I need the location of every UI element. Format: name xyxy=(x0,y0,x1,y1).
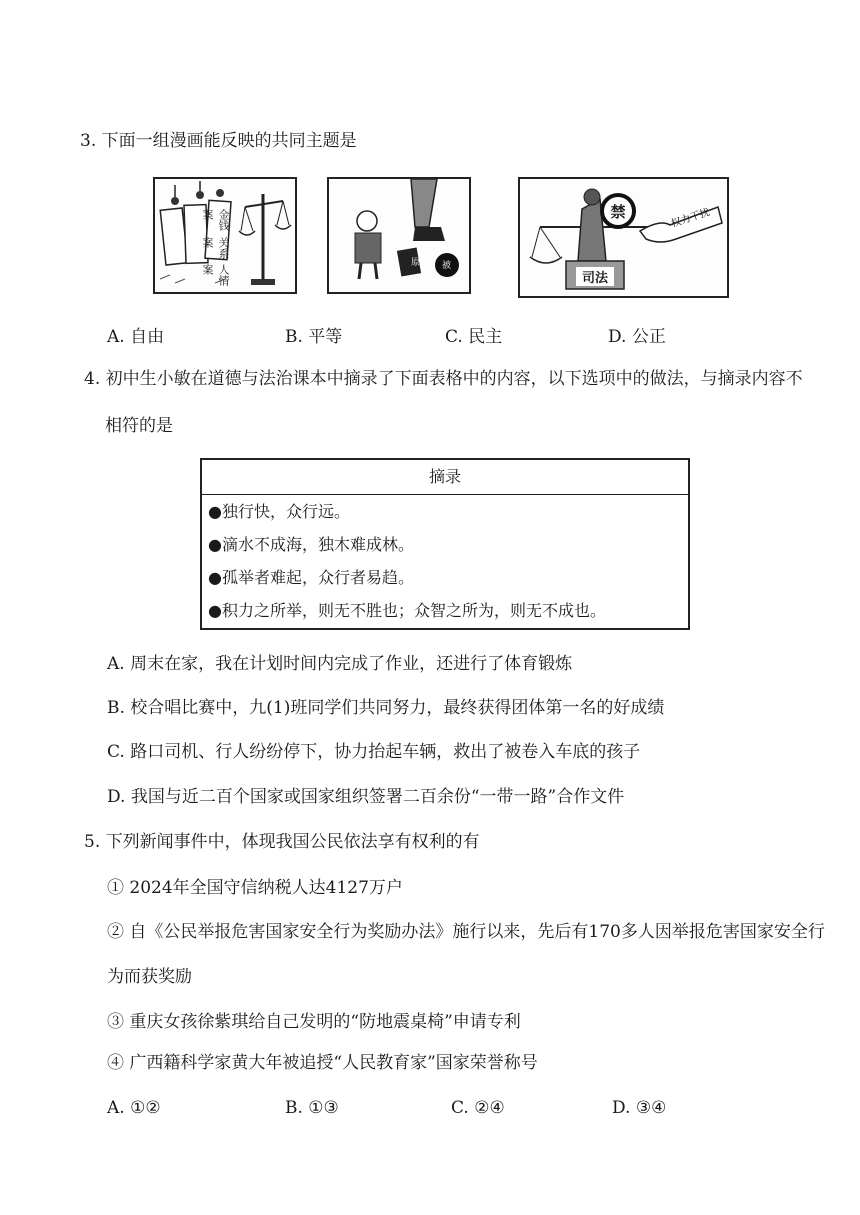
cartoon-judicial-interference-drawing xyxy=(520,179,727,296)
cartoon-judicial-interference xyxy=(518,177,729,298)
q4-stem-line1: 4. 初中生小敏在道德与法治课本中摘录了下面表格中的内容，以下选项中的做法，与摘录内容不 xyxy=(84,369,803,389)
excerpt-row: ●滴水不成海，独木难成林。 xyxy=(208,535,414,554)
q3-option-d[interactable]: D. 公正 xyxy=(608,327,666,347)
q4-option-d[interactable]: D. 我国与近二百个国家或国家组织签署二百余份“一带一路”合作文件 xyxy=(107,787,625,807)
q5-item-2: ② 自《公民举报危害国家安全行为奖励办法》施行以来，先后有170多人因举报危害国家安全行 xyxy=(107,922,825,942)
cartoon-boot-kick xyxy=(327,177,471,294)
q4-option-b[interactable]: B. 校合唱比赛中，九(1)班同学们共同努力，最终获得团体第一名的好成绩 xyxy=(107,698,665,718)
q5-stem: 5. 下列新闻事件中，体现我国公民依法享有权利的有 xyxy=(84,832,480,852)
tag-defendant: 被 xyxy=(442,261,452,271)
tag-relations-case: 关系案 xyxy=(201,236,230,259)
q3-stem: 3. 下面一组漫画能反映的共同主题是 xyxy=(80,131,357,151)
q5-item-4: ④ 广西籍科学家黄大年被追授“人民教育家”国家荣誉称号 xyxy=(107,1053,538,1073)
cartoon-boot-kick-drawing xyxy=(329,179,469,292)
q4-stem-line2: 相符的是 xyxy=(105,416,173,436)
q5-option-b[interactable]: B. ①③ xyxy=(285,1098,339,1118)
q3-option-b[interactable]: B. 平等 xyxy=(285,327,343,347)
q3-option-a[interactable]: A. 自由 xyxy=(107,327,165,347)
base-judiciary: 司法 xyxy=(576,267,614,286)
q3-option-c[interactable]: C. 民主 xyxy=(445,327,503,347)
q5-option-c[interactable]: C. ②④ xyxy=(451,1098,505,1118)
q4-option-a[interactable]: A. 周末在家，我在计划时间内完成了作业，还进行了体育锻炼 xyxy=(107,654,573,674)
excerpt-row: ●孤举者难起，众行者易趋。 xyxy=(208,568,414,587)
tag-money-case: 金钱案 xyxy=(201,209,230,231)
q5-item-1: ① 2024年全国守信纳税人达4127万户 xyxy=(107,878,403,898)
q5-option-a[interactable]: A. ①② xyxy=(107,1098,161,1118)
q4-option-c[interactable]: C. 路口司机、行人纷纷停下，协力抬起车辆，救出了被卷入车底的孩子 xyxy=(107,742,641,762)
cartoon1-tags xyxy=(163,209,231,292)
excerpt-row: ●独行快，众行远。 xyxy=(208,502,350,521)
excerpt-table xyxy=(200,458,690,630)
stamp-ban: 禁 xyxy=(610,203,626,221)
cartoon-scales-cases xyxy=(153,177,297,294)
q5-item-3: ③ 重庆女孩徐紫琪给自己发明的“防地震桌椅”申请专利 xyxy=(107,1012,521,1032)
q5-item-2-cont: 为而获奖励 xyxy=(107,967,192,987)
tag-plaintiff: 原 xyxy=(411,258,421,268)
excerpt-table-header: 摘录 xyxy=(202,460,688,495)
tag-favor-case: 人情案 xyxy=(201,264,230,287)
q5-option-d[interactable]: D. ③④ xyxy=(612,1098,667,1118)
excerpt-row: ●积力之所举，则无不胜也；众智之所为，则无不成也。 xyxy=(208,601,606,620)
banner-power-interference: 权力干扰 xyxy=(669,206,712,230)
